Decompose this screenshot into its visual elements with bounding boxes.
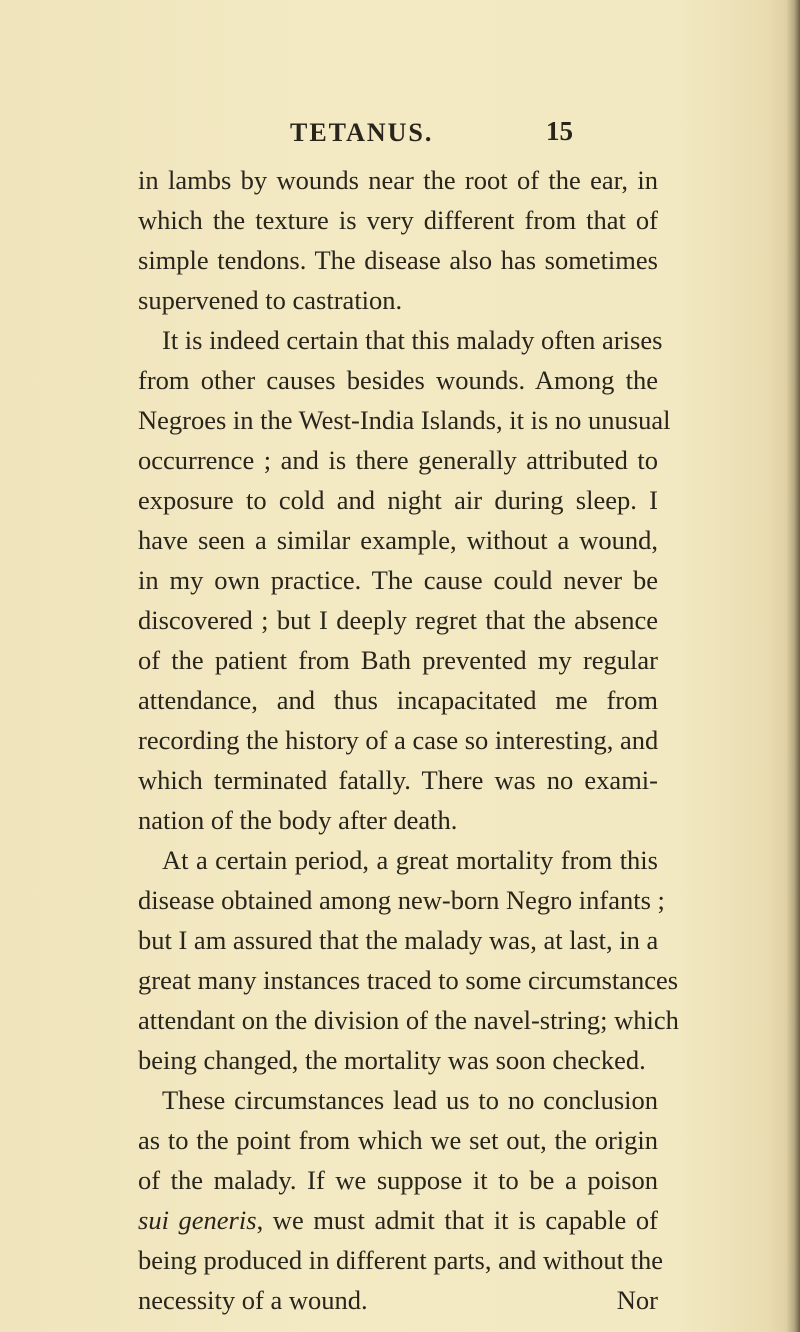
text-line: great many instances traced to some circumstances [138, 965, 679, 995]
text-line: These circumstances lead us to no conclusion [162, 1085, 658, 1115]
text-line: At a certain period, a great mortality from this [162, 845, 658, 875]
running-head: TETANUS. [290, 118, 434, 147]
body-text [138, 160, 679, 1320]
text-line: discovered ; but I deeply regret that the absence [138, 605, 658, 635]
page-edge-shadow [786, 0, 800, 1332]
text-line: as to the point from which we set out, the origin [138, 1125, 658, 1155]
page-header [0, 112, 800, 152]
text-line: of the malady. If we suppose it to be a poison [138, 1165, 658, 1195]
text-line: simple tendons. The disease also has sometimes [138, 245, 658, 275]
text-line: supervened to castration. [138, 285, 403, 315]
text-line: nation of the body after death. [138, 805, 458, 835]
text-line: in lambs by wounds near the root of the ear, in [138, 165, 658, 195]
text-line: being changed, the mortality was soon checked. [138, 1045, 646, 1075]
text-fragment: , we must admit that it is capable of [256, 1205, 658, 1235]
text-line: in my own practice. The cause could never be [138, 565, 658, 595]
text-line: recording the history of a case so interesting, and [138, 725, 659, 755]
text-line: exposure to cold and night air during sleep. I [138, 485, 658, 515]
text-line: being produced in different parts, and without the [138, 1245, 663, 1275]
text-line: which the texture is very different from that of [138, 205, 658, 235]
text-line: attendant on the division of the navel-string; which [138, 1005, 679, 1035]
italic-phrase: sui generis [138, 1205, 257, 1235]
text-line: attendance, and thus incapacitated me from [138, 685, 658, 715]
text-line: disease obtained among new-born Negro infants ; [138, 885, 665, 915]
text-line: from other causes besides wounds. Among the [138, 365, 658, 395]
text-line: have seen a similar example, without a wound, [138, 525, 658, 555]
text-line [138, 1200, 658, 1240]
page-number: 15 [546, 116, 573, 146]
text-line: Negroes in the West-India Islands, it is no unusual [138, 405, 671, 435]
text-line: which terminated fatally. There was no exami- [138, 765, 658, 795]
catchword: Nor [616, 1285, 658, 1315]
text-line: occurrence ; and is there generally attributed to [138, 445, 658, 475]
text-line: It is indeed certain that this malady often arises [162, 325, 663, 355]
text-line: but I am assured that the malady was, at last, in a [138, 925, 659, 955]
text-line: of the patient from Bath prevented my regular [138, 645, 658, 675]
text-line [138, 1280, 658, 1320]
text-fragment: necessity of a wound. [138, 1285, 368, 1315]
